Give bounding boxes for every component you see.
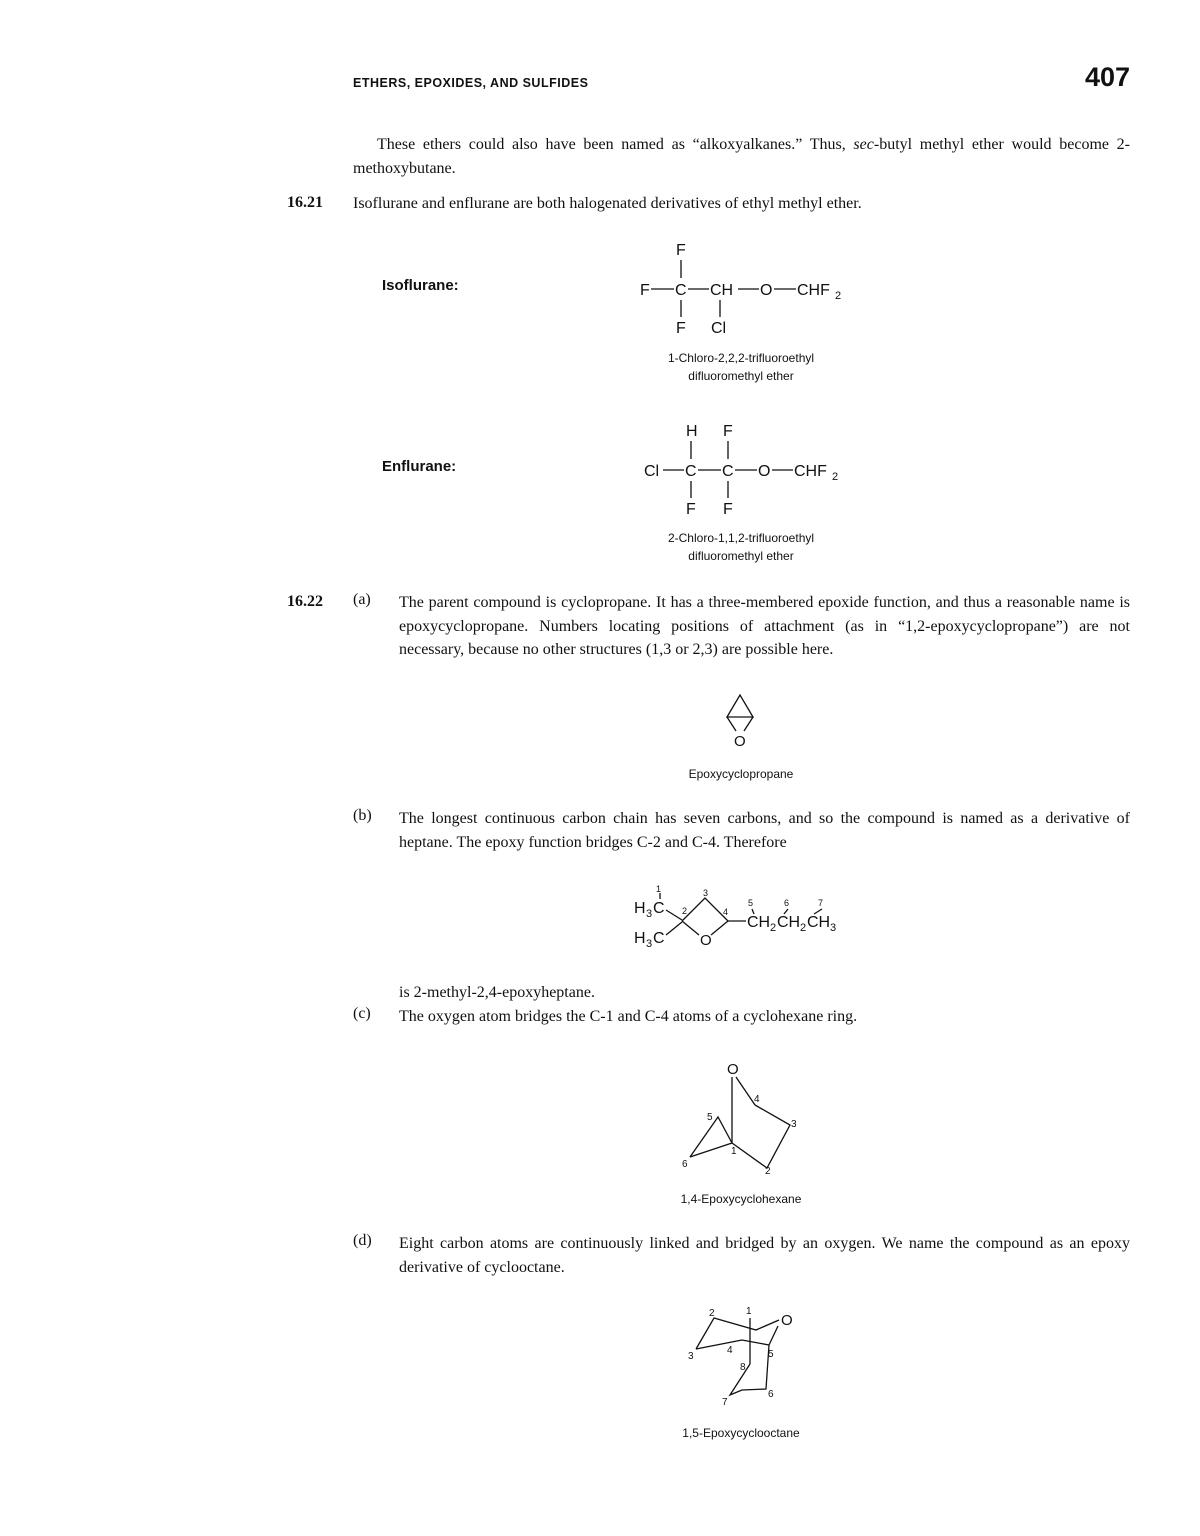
heptane-h3c-top-h: H — [634, 900, 646, 917]
epoxycyclohexane-structure — [675, 1055, 805, 1175]
iso-f-left: F — [640, 282, 650, 299]
epoxycyclooctane-structure — [680, 1300, 810, 1420]
page-number: 407 — [1084, 62, 1130, 92]
epoxycyclopropane-structure — [720, 690, 760, 750]
enf-f-b1: F — [686, 501, 696, 518]
cyclooctane-num-7: 7 — [722, 1397, 728, 1408]
heptane-num-4: 4 — [723, 907, 729, 917]
heptane-h3c-top-sub: 3 — [646, 908, 653, 920]
heptane-chain-sub1: 2 — [770, 922, 777, 934]
enf-c2: C — [722, 463, 734, 480]
running-header: ETHERS, EPOXIDES, AND SULFIDES — [353, 76, 589, 90]
cyclohexane-bond-6-1 — [690, 1143, 732, 1157]
intro-text-2: -butyl methyl ether would become 2-methoxybutane. — [353, 136, 1131, 177]
heptane-num-7: 7 — [818, 898, 824, 908]
iso-f-top: F — [676, 242, 686, 259]
part-b-text: The longest continuous carbon chain has seven carbons, and so the compound is named as a derivative of heptane. The epoxy function bridges C-2 and C-4. Therefore — [399, 810, 1130, 851]
iso-cl: Cl — [711, 320, 727, 337]
cyclohexane-num-1: 1 — [731, 1146, 737, 1157]
enf-f-top: F — [723, 423, 733, 440]
cyclooctane-right-chain — [742, 1345, 769, 1390]
enflurane-label: Enflurane: — [382, 458, 457, 475]
heptane-h3c-bot-c: C — [653, 930, 665, 947]
heptane-chain-ch2: CH — [777, 914, 801, 931]
heptane-chain-sub3: 3 — [830, 922, 837, 934]
cyclooctane-num-4: 4 — [727, 1345, 733, 1356]
isoflurane-caption — [600, 349, 882, 385]
iso-f-bottom: F — [676, 320, 686, 337]
part-c-text: The oxygen atom bridges the C-1 and C-4 atoms of a cyclohexane ring. — [399, 1008, 858, 1025]
enf-cl: Cl — [644, 463, 660, 480]
heptane-num-1: 1 — [656, 884, 662, 894]
cyclooctane-num-2: 2 — [709, 1308, 715, 1319]
cyclohexane-num-5: 5 — [707, 1112, 713, 1123]
epoxy-o: O — [734, 733, 746, 750]
cyclooctane-bond-3-4 — [696, 1340, 742, 1349]
isoflurane-label: Isoflurane: — [382, 277, 459, 294]
enflurane-caption-line1: 2-Chloro-1,1,2-trifluoroethyl — [667, 531, 815, 545]
enflurane-structure — [630, 417, 860, 522]
iso-o: O — [760, 282, 773, 299]
enf-o: O — [758, 463, 771, 480]
heptane-h3c-top-c: C — [653, 900, 665, 917]
heptane-num-6: 6 — [784, 898, 790, 908]
heptane-bond-me2 — [666, 922, 682, 935]
heptane-h3c-bot-sub: 3 — [646, 938, 653, 950]
enf-c1: C — [685, 463, 697, 480]
intro-paragraph — [353, 133, 1130, 180]
cyclooctane-bond-4-5 — [742, 1340, 769, 1345]
heptane-ring-o-left — [682, 921, 699, 935]
cyclooctane-num-5: 5 — [768, 1349, 774, 1360]
cyclohexane-o: O — [727, 1061, 739, 1078]
iso-chf: CHF — [797, 282, 830, 299]
heptane-chain-ch3: CH — [807, 914, 831, 931]
cyclooctane-num-8: 8 — [740, 1362, 746, 1373]
iso-chf-sub: 2 — [835, 290, 842, 302]
enf-chf-sub: 2 — [832, 471, 839, 483]
intro-text-1: These ethers could also have been named as “alkoxyalkanes.” Thus, — [377, 136, 854, 153]
cyclooctane-o: O — [781, 1312, 793, 1329]
heptane-h3c-bot-h: H — [634, 930, 646, 947]
heptane-ring-top — [682, 898, 728, 921]
iso-ch: CH — [710, 282, 734, 299]
epoxycyclohexane-caption: 1,4-Epoxycyclohexane — [680, 1192, 802, 1206]
cyclohexane-num-3: 3 — [791, 1119, 797, 1130]
epoxy-bond-right — [744, 717, 753, 731]
part-d-marker: (d) — [353, 1232, 372, 1249]
part-b-result: is 2-methyl-2,4-epoxyheptane. — [399, 984, 595, 1001]
heptane-num-3: 3 — [703, 888, 709, 898]
isoflurane-caption-line2: difluoromethyl ether — [688, 369, 794, 383]
cyclooctane-num-1: 1 — [746, 1306, 752, 1317]
iso-c: C — [675, 282, 687, 299]
enf-f-b2: F — [723, 501, 733, 518]
epoxyheptane-structure — [630, 884, 860, 954]
part-a-marker: (a) — [353, 591, 371, 608]
cyclooctane-num-3: 3 — [688, 1351, 694, 1362]
problem-number-16-22: 16.22 — [287, 593, 323, 610]
heptane-num-5: 5 — [748, 898, 754, 908]
part-b-marker: (b) — [353, 807, 372, 824]
cyclohexane-o-bridge-right — [736, 1077, 755, 1105]
epoxycyclopropane-caption: Epoxycyclopropane — [688, 767, 794, 781]
epoxy-bond-left — [727, 717, 736, 731]
heptane-ring-o-right — [711, 921, 728, 935]
heptane-o: O — [700, 932, 712, 949]
cyclooctane-num-6: 6 — [768, 1389, 774, 1400]
cyclohexane-right-arm — [732, 1105, 790, 1168]
isoflurane-caption-line1: 1-Chloro-2,2,2-trifluoroethyl — [667, 351, 815, 365]
problem-16-21-text: Isoflurane and enflurane are both halogenated derivatives of ethyl methyl ether. — [353, 195, 862, 212]
enflurane-caption-line2: difluoromethyl ether — [688, 549, 794, 563]
enflurane-caption — [600, 529, 882, 565]
cyclohexane-num-2: 2 — [765, 1166, 771, 1175]
isoflurane-structure — [630, 236, 860, 341]
cyclooctane-bond-o-5 — [769, 1326, 778, 1345]
cyclohexane-num-6: 6 — [682, 1159, 688, 1170]
intro-italic: sec — [853, 136, 874, 153]
enf-chf: CHF — [794, 463, 827, 480]
heptane-num-2: 2 — [682, 906, 688, 916]
enf-h: H — [686, 423, 698, 440]
cyclohexane-left-arm — [690, 1117, 732, 1157]
problem-number-16-21: 16.21 — [287, 194, 323, 211]
part-c-marker: (c) — [353, 1005, 371, 1022]
heptane-chain-sub2: 2 — [800, 922, 807, 934]
heptane-bond-me1 — [666, 910, 682, 920]
epoxycyclooctane-caption: 1,5-Epoxycyclooctane — [682, 1426, 800, 1440]
part-d-text: Eight carbon atoms are continuously linked and bridged by an oxygen. We name the compound as an epoxy derivative of cyclooctane. — [399, 1235, 1130, 1276]
epoxycyclopropane-ring — [727, 695, 753, 717]
part-a-text: The parent compound is cyclopropane. It has a three-membered epoxide function, and thus a reasonable name is epoxycyclopropane. Numbers locating positions of attachment (as in “1,2-epoxycyclopropane”) are not necessary, because no other structures (1,3 or 2,3) are possible here. — [399, 594, 1130, 658]
heptane-chain-ch1: CH — [747, 914, 771, 931]
cyclohexane-num-4: 4 — [754, 1094, 760, 1105]
